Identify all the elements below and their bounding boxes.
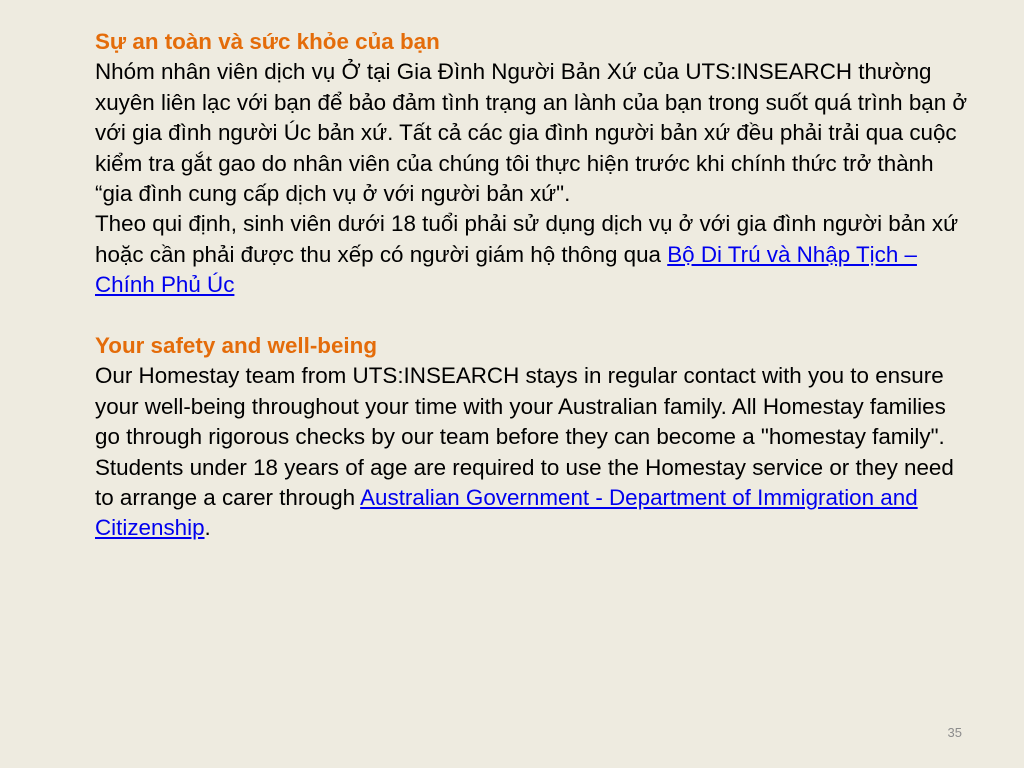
section-spacer [95, 301, 975, 331]
paragraph-vietnamese-2 [95, 209, 975, 300]
heading-vietnamese: Sự an toàn và sức khỏe của bạn [95, 29, 440, 54]
paragraph-vietnamese-1: Nhóm nhân viên dịch vụ Ở tại Gia Đình Người Bản Xứ của UTS:INSEARCH thường xuyên liên lạc với bạn để bảo đảm tình trạng an lành của bạn trong suốt quá trình bạn ở với gia đình người Úc bản xứ. Tất cả các gia đình người bản xứ đều phải trải qua cuộc kiểm tra gắt gao do nhân viên của chúng tôi thực hiện trước khi chính thức trở thành “gia đình cung cấp dịch vụ ở với người bản xứ". [95, 59, 968, 207]
paragraph-english-2-text: Students under 18 years of age are required to use the Homestay service or they need to arrange a carer through [95, 454, 954, 511]
link-immigration-department-vi[interactable]: Bộ Di Trú và Nhập Tịch – Chính Phủ Úc [95, 241, 917, 298]
paragraph-english-2 [95, 453, 975, 544]
link-immigration-department-en[interactable]: Australian Government - Department of Immigration and Citizenship [95, 485, 918, 541]
paragraph-english-2-end: . [204, 515, 211, 541]
slide-content [95, 27, 975, 544]
paragraph-english-1: Our Homestay team from UTS:INSEARCH stays in regular contact with you to ensure your well-being throughout your time with your Australian family. All Homestay families go through rigorous checks by our team before they can become a "homestay family". [95, 363, 946, 450]
page-number: 35 [947, 725, 962, 740]
paragraph-vietnamese-2-text: Theo qui định, sinh viên dưới 18 tuổi phải sử dụng dịch vụ ở với gia đình người bản xứ hoặc cần phải được thu xếp có người giám hộ thông qua [95, 211, 959, 267]
heading-english: Your safety and well-being [95, 333, 378, 359]
